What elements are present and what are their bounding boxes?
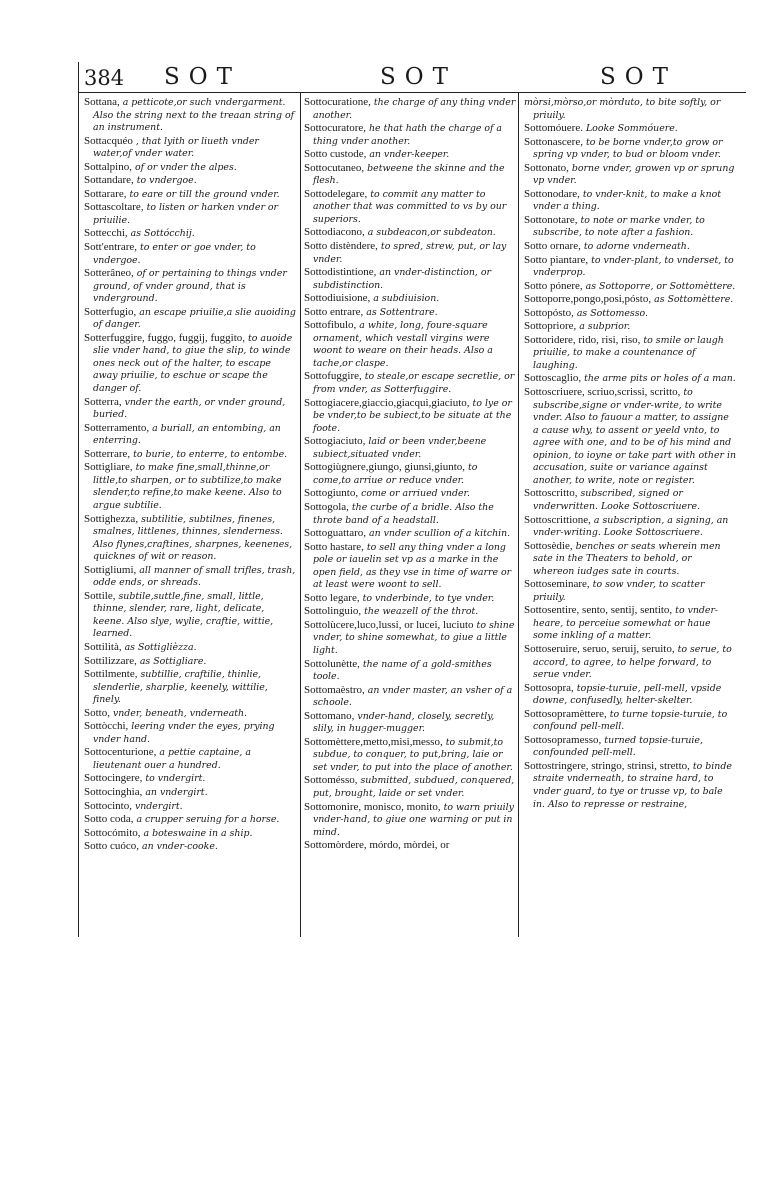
entry-definition: to sow vnder, to scatter priuily. (533, 579, 705, 603)
dictionary-entry (84, 396, 296, 422)
dictionary-entry (304, 605, 516, 619)
dictionary-entry (304, 710, 516, 736)
entry-definition: turned topsie-turuie, confounded pell-mell. (533, 734, 703, 759)
dictionary-entry (524, 643, 736, 682)
dictionary-entry (84, 306, 296, 332)
entry-definition: as Sottomèttere. (654, 294, 734, 306)
dictionary-entry (304, 435, 516, 461)
entry-headword: Sottile, (84, 589, 116, 602)
entry-headword: Sotto ornare, (524, 240, 581, 253)
entry-headword: Sotto distèndere, (304, 240, 378, 253)
entry-headword: Sottosèdie, (524, 539, 573, 552)
entry-definition: to vnder-plant, to vnderset, to vnderprop. (533, 254, 734, 279)
entry-definition: the name of a gold-smithes toole. (313, 658, 492, 683)
entry-definition: to subscribe,signe or vnder-write, to write vnder. Also to fauour a matter, to assigne a cause why, to assent or yeeld vnto, to agree with one, and to be of his mind and opinion, to ioyne or take part with other in accusation, suite or variance against another, to write, note or register. (533, 387, 736, 486)
dictionary-entry (524, 540, 736, 579)
entry-headword: Sottocutaneo, (304, 161, 365, 174)
dictionary-entry (524, 682, 736, 708)
dictionary-entry (84, 513, 296, 564)
entry-headword: Sottoseminare, (524, 578, 590, 591)
entry-definition: as Sottiglièzza. (124, 641, 197, 653)
entry-headword: Sottoseruire, seruo, seruij, seruito, (524, 642, 675, 655)
entry-definition: to commit any matter to another that was committed to vs by our superiors. (313, 188, 507, 225)
dictionary-entry (84, 461, 296, 512)
entry-headword: Sottoscrittione, (524, 513, 591, 526)
entry-headword: Sottoscaglio, (524, 372, 582, 385)
entry-headword: Sottomaèstro, (304, 683, 365, 696)
dictionary-entry (84, 800, 296, 814)
entry-definition: to submit,to subdue, to conquer, to put,bring, laie or set vnder, to put into the place of another. (313, 736, 513, 773)
entry-definition: vnder the earth, or vnder ground, buried. (93, 396, 286, 421)
entry-definition: he that hath the charge of a thing vnder another. (313, 123, 503, 147)
entry-definition: to binde straite vnderneath, to straine hard, to vnder guard, to tye or trusse vp, to bale in. Also to represse or restraine, (533, 760, 732, 810)
dictionary-entry (304, 266, 516, 292)
entry-headword: Sottocuratione, (304, 96, 371, 108)
entry-headword: Sottofibulo, (304, 319, 357, 332)
entry-definition: the weazell of the throt. (364, 606, 479, 618)
entry-definition: the arme pits or holes of a man. (584, 373, 736, 385)
entry-headword: Sottocenturione, (84, 746, 157, 759)
dictionary-entry (84, 720, 296, 746)
entry-headword: Sottana, (84, 96, 120, 108)
entry-definition: to vndergoe. (136, 175, 197, 187)
entry-definition: the curbe of a bridle. Also the throte band of a headstall. (313, 501, 494, 526)
entry-headword: Sottoguattaro, (304, 527, 367, 540)
entry-definition: vnder-hand, closely, secretly, slily, in hugger-mugger. (313, 710, 495, 735)
entry-definition: a crupper seruing for a horse. (136, 814, 280, 826)
entry-definition: to vnderbinde, to tye vnder. (362, 592, 495, 604)
dictionary-entry (304, 592, 516, 606)
dictionary-entry (304, 162, 516, 188)
entry-headword: Sottighezza, (84, 512, 139, 525)
entry-headword: Sottandare, (84, 174, 134, 187)
entry-definition: benches or seats wherein men sate in the Theaters to behold, or whereon iudges sate in courts. (533, 540, 721, 577)
entry-headword: Sottacquéo (84, 134, 133, 147)
entry-definition: a subprior. (579, 321, 631, 333)
dictionary-entry (304, 684, 516, 710)
dictionary-entry (84, 668, 296, 707)
entry-headword: Sottecchi, (84, 227, 128, 240)
dictionary-entry (84, 241, 296, 267)
column-left (84, 96, 296, 934)
entry-headword: Sotterfuggire, fuggo, fuggij, fuggito, (84, 331, 246, 344)
entry-definition: an vnder-distinction, or subdistinction. (313, 267, 491, 291)
dictionary-entry (304, 839, 516, 853)
entry-headword: Sottopósto, (524, 306, 574, 319)
dictionary-entry (524, 188, 736, 214)
header-rule (78, 92, 746, 93)
dictionary-entry (84, 332, 296, 396)
entry-headword: Sotto pónere, (524, 279, 583, 292)
page-header (78, 62, 746, 94)
entry-headword: Sotterâneo, (84, 267, 134, 280)
entry-definition: to auoide slie vnder hand, to giue the slip, to winde ones neck out of the halter, to escape away priuilie, to eschue or scape the danger of. (93, 332, 293, 395)
running-head-right: SOT (600, 64, 677, 90)
dictionary-entry (84, 267, 296, 306)
dictionary-entry (524, 254, 736, 280)
entry-headword: Sotto piantare, (524, 253, 589, 266)
entry-definition: subtilitie, subtilnes, finenes, smalnes, littlenes, thinnes, slenderness. Also flynes,craftines, sharpnes, keenenes, quicknes of wit or reason. (93, 513, 293, 563)
entry-headword: Sottocómito, (84, 826, 141, 839)
dictionary-entry (304, 292, 516, 306)
dictionary-entry (524, 162, 736, 188)
entry-headword: Sottomèttere,metto,misi,messo, (304, 735, 443, 748)
entry-headword: Sottosopramesso, (524, 733, 602, 746)
column-right (524, 96, 736, 934)
entry-definition: a boteswaine in a ship. (143, 827, 253, 839)
dictionary-entry (84, 786, 296, 800)
entry-headword: Sottilmente, (84, 668, 138, 681)
entry-definition: subtillie, craftilie, thinlie, slenderlie, sharplie, keenely, wittilie, finely. (93, 669, 268, 706)
dictionary-entry (84, 813, 296, 827)
dictionary-entry (84, 655, 296, 669)
dictionary-entry (304, 501, 516, 527)
entry-headword: Sottogiacere,giaccio,giacqui,giaciuto, (304, 396, 470, 409)
entry-headword: Sottocuratore, (304, 122, 367, 135)
dictionary-entry (84, 707, 296, 721)
entry-headword: Sottilità, (84, 640, 122, 653)
dictionary-entry (84, 422, 296, 448)
dictionary-entry (84, 135, 296, 161)
entry-headword: Sottolunètte, (304, 657, 360, 670)
entry-definition: to warn priuily vnder-hand, to giue one warning or put in mind. (313, 801, 514, 838)
entry-definition: to adorne vnderneath. (583, 241, 690, 253)
entry-headword: Sottalpino, (84, 160, 132, 173)
dictionary-entry (84, 590, 296, 641)
dictionary-entry (524, 334, 736, 373)
entry-headword: Sottoridere, rido, risi, riso, (524, 333, 641, 346)
dictionary-entry (524, 386, 736, 487)
dictionary-entry (304, 306, 516, 320)
entry-definition: betweene the skinne and the flesh. (313, 162, 505, 187)
entry-definition: to note or marke vnder, to subscribe, to note after a fashion. (533, 214, 705, 239)
dictionary-entry (84, 201, 296, 227)
entry-headword: Sotto, (84, 706, 110, 719)
entry-headword: Sottogiùgnere,giungo, giunsi,giunto, (304, 461, 466, 474)
dictionary-entry (524, 487, 736, 513)
entry-definition: leering vnder the eyes, prying vnder hand. (93, 721, 275, 745)
entry-definition: a subscription, a signing, an vnder-writing. Looke Sottoscriuere. (533, 514, 729, 539)
entry-headword: Sottofuggire, (304, 370, 362, 383)
entry-definition: to shine vnder, to shine somewhat, to giue a little light. (313, 619, 515, 656)
entry-headword: Sottomóuere. (524, 122, 583, 135)
dictionary-entry (304, 122, 516, 148)
entry-definition: to be borne vnder,to grow or spring vp vnder, to bud or bloom vnder. (533, 136, 723, 161)
entry-headword: Sottolinguio, (304, 605, 362, 618)
dictionary-entry (84, 772, 296, 786)
entry-definition: all manner of small trifles, trash, odde ends, or shreads. (93, 564, 296, 589)
dictionary-entry (524, 320, 736, 334)
dictionary-entry (524, 240, 736, 254)
entry-definition: laid or been vnder,beene subiect,situated vnder. (313, 436, 487, 460)
entry-definition: an vnder-cooke. (141, 841, 218, 853)
entry-definition: a buriall, an entombing, an enterring. (93, 422, 281, 447)
entry-definition: to vnder-knit, to make a knot vnder a thing. (533, 188, 722, 213)
dictionary-entry (304, 774, 516, 800)
page-number: 384 (84, 66, 125, 90)
entry-definition: to enter or goe vnder, to vndergoe. (93, 242, 256, 266)
entry-definition: as Sottentrare. (366, 306, 438, 318)
entry-definition: of or vnder the alpes. (134, 161, 237, 173)
entry-definition: vndergirt. (134, 800, 183, 812)
dictionary-entry (524, 514, 736, 540)
entry-headword: Sotto entrare, (304, 305, 364, 318)
entry-definition: a petticote,or such vndergarment. Also the string next to the treaan string of an instrument. (93, 97, 295, 134)
entry-definition: an escape priuilie,a slie auoiding of danger. (93, 306, 296, 331)
entry-headword: Sottostringere, stringo, strinsi, stretto, (524, 759, 690, 772)
dictionary-entry (304, 801, 516, 840)
entry-definition: to spred, strew, put, or lay vnder. (313, 241, 507, 265)
column-middle (304, 96, 516, 934)
entry-definition: Looke Sommóuere. (585, 123, 678, 135)
entry-headword: Sottigliare, (84, 461, 133, 474)
entry-definition: an vnder master, an vsher of a schoole. (313, 684, 513, 709)
dictionary-entry (524, 604, 736, 643)
entry-headword: Sottocingere, (84, 772, 143, 785)
dictionary-entry (84, 188, 296, 202)
entry-definition: subtile,suttle,fine, small, little, thinne, slender, rare, light, delicate, keene. Also slye, wylie, craftie, wittie, learned. (93, 590, 274, 640)
entry-headword: Sottocinto, (84, 799, 132, 812)
entry-definition: a subdeacon,or subdeaton. (367, 227, 496, 239)
entry-definition: to listen or harken vnder or priuilie. (93, 202, 279, 226)
dictionary-entry (524, 307, 736, 321)
dictionary-entry (304, 397, 516, 436)
entry-definition: to smile or laugh priuilie, to make a countenance of laughing. (533, 334, 724, 371)
entry-headword: Sottodiuisione, (304, 292, 371, 305)
entry-headword: Sottonato, (524, 161, 569, 174)
entry-headword: Sottonascere, (524, 135, 583, 148)
dictionary-entry (304, 370, 516, 396)
dictionary-entry (304, 240, 516, 266)
entry-headword: Sottilizzare, (84, 654, 137, 667)
entry-definition: vnder, beneath, vnderneath. (112, 707, 248, 719)
entry-definition: to serue, to accord, to agree, to helpe forward, to serue vnder. (533, 643, 732, 681)
entry-definition: to lye or be vnder,to be subiect,to be situate at the foote. (313, 397, 512, 434)
dictionary-entry (524, 760, 736, 811)
dictionary-entry (84, 161, 296, 175)
dictionary-entry (84, 227, 296, 241)
entry-definition: submitted, subdued, conquered, put, brought, laide or set vnder. (313, 775, 515, 799)
entry-definition: as Sottócchij. (130, 228, 195, 240)
entry-definition: a pettie captaine, a lieutenant ouer a hundred. (93, 747, 251, 771)
dictionary-entry (84, 174, 296, 188)
entry-headword: Sottomonire, monisco, monito, (304, 800, 441, 813)
dictionary-entry (524, 136, 736, 162)
entry-headword: Sotto custode, (304, 148, 367, 161)
dictionary-entry (524, 122, 736, 136)
dictionary-entry (524, 96, 736, 122)
entry-definition: as Sottoporre, or Sottomèttere. (585, 280, 736, 292)
entry-headword: Sottosopramèttere, (524, 707, 607, 720)
entry-headword: Sottogola, (304, 500, 349, 513)
dictionary-entry (524, 708, 736, 734)
dictionary-entry (524, 372, 736, 386)
entry-definition: subscribed, signed or vnderwritten. Looke Sottoscriuere. (533, 488, 701, 512)
entry-definition: as Sottigliare. (139, 655, 207, 667)
entry-definition: a white, long, foure-square ornament, which vestall virgins were woont to weare on their heads. Also a tache,or claspe. (313, 320, 493, 369)
entry-headword: Sottomésso, (304, 774, 358, 787)
dictionary-entry (84, 840, 296, 854)
column-rule (300, 92, 301, 937)
dictionary-entry (304, 541, 516, 592)
entry-definition: to eare or till the ground vnder. (129, 188, 280, 200)
dictionary-entry (304, 188, 516, 227)
entry-headword: Sottocinghia, (84, 785, 143, 798)
entry-headword: Sotto legare, (304, 591, 360, 604)
entry-definition: an vnder-keeper. (369, 149, 450, 161)
entry-definition: a subdiuision. (373, 293, 440, 305)
dictionary-entry (304, 226, 516, 240)
dictionary-entry (524, 293, 736, 307)
dictionary-entry (84, 827, 296, 841)
entry-definition: to turne topsie-turuie, to confound pell-mell. (533, 708, 728, 733)
dictionary-entry (524, 734, 736, 760)
entry-headword: Sotterra, (84, 395, 122, 408)
dictionary-entry (84, 96, 296, 135)
entry-headword: Sotto hastare, (304, 540, 364, 553)
entry-headword: Sotto coda, (84, 813, 134, 826)
entry-headword: Sottosentire, sento, sentij, sentito, (524, 604, 673, 617)
dictionary-entry (524, 280, 736, 294)
entry-definition: mòrsi,mòrso,or mòrduto, to bite softly, or priuily. (524, 97, 721, 121)
dictionary-entry (84, 564, 296, 590)
dictionary-entry (304, 96, 516, 122)
entry-definition: as Sottomesso. (576, 307, 648, 319)
dictionary-entry (304, 736, 516, 775)
entry-headword: Sottonodare, (524, 187, 580, 200)
dictionary-entry (304, 319, 516, 370)
entry-headword: Sottoporre,pongo,posi,pósto, (524, 293, 652, 306)
dictionary-entry (84, 641, 296, 655)
dictionary-entry (84, 448, 296, 462)
entry-definition: to burie, to enterre, to entombe. (133, 448, 288, 460)
running-head-left: SOT (164, 64, 241, 90)
entry-headword: Sottopriore, (524, 320, 577, 333)
entry-headword: Sottarare, (84, 187, 127, 200)
running-head-center: SOT (380, 64, 457, 90)
dictionary-entry (304, 658, 516, 684)
entry-definition: come or arriued vnder. (361, 488, 470, 500)
entry-headword: Sottonotare, (524, 213, 578, 226)
dictionary-entry (304, 527, 516, 541)
entry-headword: Sottodistintione, (304, 266, 377, 279)
entry-headword: Sottolùcere,luco,lussi, or lucei, luciuto (304, 618, 474, 631)
dictionary-entry (524, 578, 736, 604)
entry-definition: to sell any thing vnder a long pole or iauelin set vp as a marke in the open field, as they vse in time of warre or at least were woont to sell. (313, 541, 512, 591)
entry-definition: of or pertaining to things vnder ground, of vnder ground, that is vnderground. (93, 268, 287, 305)
entry-headword: Sottogiaciuto, (304, 435, 366, 448)
entry-headword: Sottigliumi, (84, 563, 137, 576)
entry-headword: Sottòcchi, (84, 720, 129, 733)
entry-headword: Sottogiunto, (304, 487, 359, 500)
entry-headword: Sotterramento, (84, 421, 150, 434)
entry-definition: to make fine,small,thinne,or little,to sharpen, or to subtilize,to make slender,to refine,to make keene. Also to argue subtilie. (93, 462, 282, 511)
entry-definition: the charge of any thing vnder another. (313, 97, 516, 121)
dictionary-entry (304, 487, 516, 501)
entry-headword: Sottascoltare, (84, 201, 144, 214)
entry-definition: borne vnder, growen vp or sprung vp vnder. (533, 162, 735, 187)
entry-definition: , that lyith or liueth vnder water,of vnder water. (93, 135, 259, 160)
entry-definition: topsie-turuie, pell-mell, vpside downe, confusedly, helter-skelter. (533, 682, 722, 707)
entry-definition: an vnder scullion of a kitchin. (369, 528, 511, 540)
entry-headword: Sottodelegare, (304, 187, 368, 200)
margin-rule (78, 62, 79, 937)
entry-headword: Sotto cuóco, (84, 840, 139, 853)
entry-headword: Sott'entrare, (84, 241, 137, 254)
entry-headword: Sottoscritto, (524, 487, 578, 500)
entry-definition: an vndergirt. (145, 786, 208, 798)
dictionary-entry (84, 746, 296, 772)
entry-headword: Sottodiacono, (304, 226, 365, 239)
entry-headword: Sottomano, (304, 709, 355, 722)
dictionary-entry (304, 619, 516, 658)
entry-headword: Sottosopra, (524, 681, 574, 694)
entry-headword: Sotterrare, (84, 447, 131, 460)
entry-headword: Sottomòrdere, mórdo, mòrdei, or (304, 839, 450, 852)
dictionary-entry (304, 461, 516, 487)
entry-headword: Sottoscriuere, scriuo,scrissi, scritto, (524, 386, 681, 399)
entry-definition: to vnder-heare, to perceiue somewhat or haue some inkling of a matter. (533, 605, 719, 642)
entry-definition: to steale,or escape secretlie, or from vnder, as Sotterfuggire. (313, 371, 515, 396)
entry-headword: Sotterfugio, (84, 305, 137, 318)
entry-definition: to vndergirt. (145, 773, 206, 785)
entry-definition: to come,to arriue or reduce vnder. (313, 462, 478, 486)
dictionary-page (78, 62, 746, 938)
dictionary-entry (304, 148, 516, 162)
dictionary-entry (524, 214, 736, 240)
column-rule (518, 92, 519, 937)
